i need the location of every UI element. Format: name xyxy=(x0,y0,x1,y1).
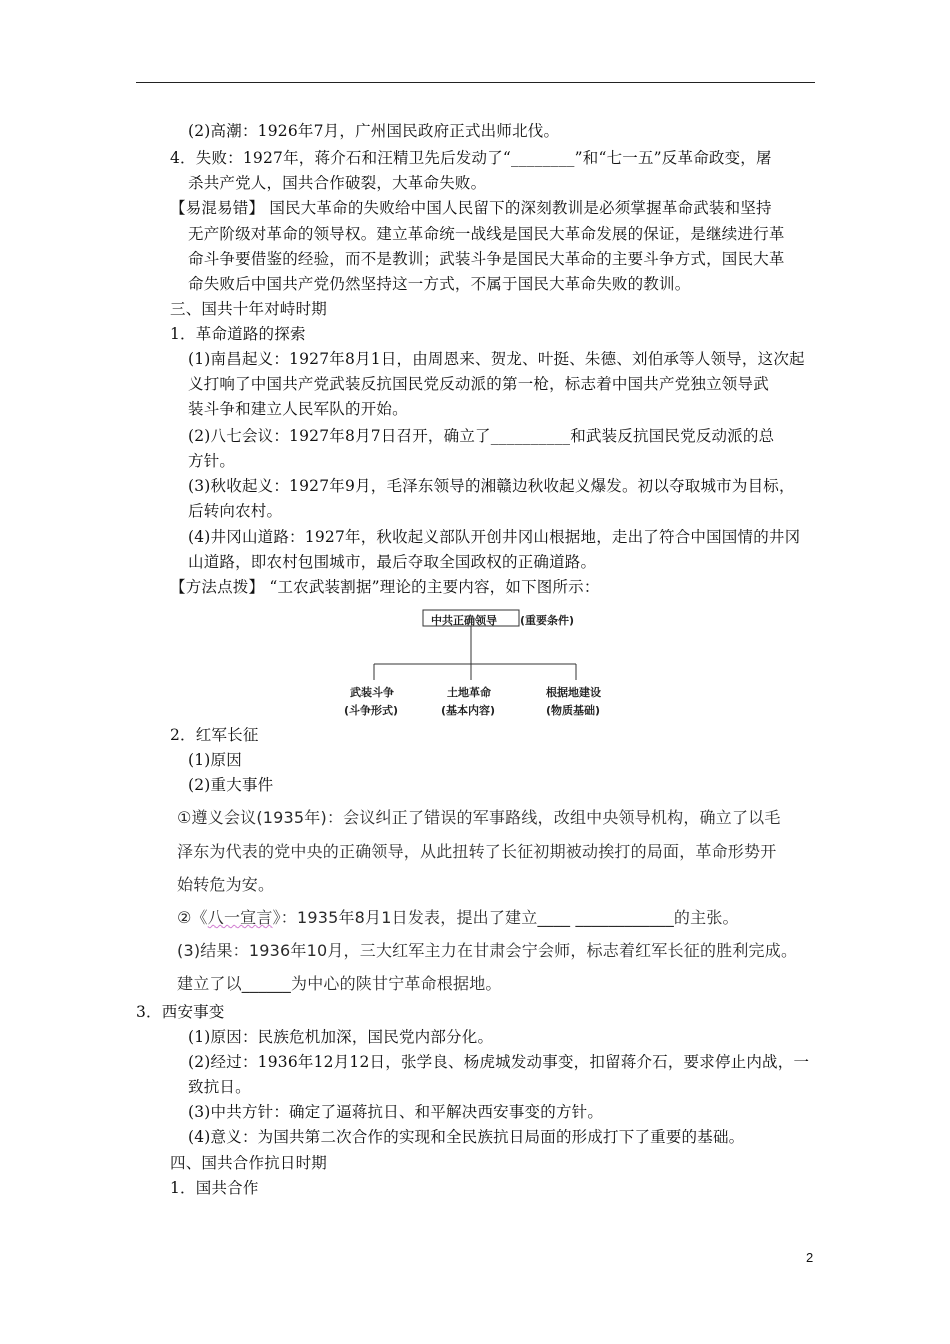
text-line: 命斗争要借鉴的经验，而不是教训；武装斗争是国民大革命的主要斗争方式，国民大革 xyxy=(188,250,785,268)
text-line: (1)南昌起义：1927年8月1日，由周恩来、贺龙、叶挺、朱德、刘伯承等人领导，这次起 xyxy=(188,350,805,368)
text-line: (3)结果：1936年10月，三大红军主力在甘肃会宁会师，标志着红军长征的胜利完成。 xyxy=(177,941,798,960)
text-line: 【易混易错】 国民大革命的失败给中国人民留下的深刻教训是必须掌握革命武装和坚持 xyxy=(170,199,772,217)
text-line: (2)重大事件 xyxy=(188,776,274,794)
text-line: 山道路，即农村包围城市，最后夺取全国政权的正确道路。 xyxy=(188,553,597,571)
text-line: 后转向农村。 xyxy=(188,502,283,520)
text-line xyxy=(177,908,739,928)
text-line: (4)井冈山道路：1927年，秋收起义部队开创井冈山根据地，走出了符合中国国情的井冈 xyxy=(188,528,801,546)
diagram-top-note: (重要条件) xyxy=(520,614,575,627)
text-line: 杀共产党人，国共合作破裂，大革命失败。 xyxy=(188,174,487,192)
text-fragment: ②《 xyxy=(177,908,208,927)
text-line: (1)原因：民族危机加深，国民党内部分化。 xyxy=(188,1028,494,1046)
text-line: (4)意义：为国共第二次合作的实现和全民族抗日局面的形成打下了重要的基础。 xyxy=(188,1128,745,1146)
text-fragment: 八一宣言 xyxy=(207,908,273,927)
diagram-branch-name: 武装斗争 xyxy=(350,686,394,699)
text-line: (2)八七会议：1927年8月7日召开，确立了__________和武装反抗国民党反动派的总 xyxy=(188,427,775,445)
text-line: (3)秋收起义：1927年9月，毛泽东领导的湘赣边秋收起义爆发。初以夺取城市为目标， xyxy=(188,477,795,495)
text-line: 命失败后中国共产党仍然坚持这一方式，不属于国民大革命失败的教训。 xyxy=(188,275,691,293)
text-line: 义打响了中国共产党武装反抗国民党反动派的第一枪，标志着中国共产党独立领导武 xyxy=(188,375,769,393)
header-rule xyxy=(136,82,815,83)
diagram-branch-note: (基本内容) xyxy=(441,704,496,717)
section-heading: 三、国共十年对峙时期 xyxy=(170,300,328,318)
text-line: ①遵义会议(1935年)：会议纠正了错误的军事路线，改组中央领导机构，确立了以毛 xyxy=(177,808,781,827)
text-line: 装斗争和建立人民军队的开始。 xyxy=(188,400,408,418)
text-line: 4．失败：1927年，蒋介石和汪精卫先后发动了“________”和“七一五”反革命政变，屠 xyxy=(170,149,772,167)
text-line: (2)高潮：1926年7月，广州国民政府正式出师北伐。 xyxy=(188,122,560,140)
subsection-heading: 1．国共合作 xyxy=(170,1179,259,1197)
text-line: 【方法点拨】 “工农武装割据”理论的主要内容，如下图所示： xyxy=(170,578,600,596)
page-number: 2 xyxy=(806,1250,814,1265)
subsection-heading: 3．西安事变 xyxy=(136,1003,225,1021)
subsection-heading: 1．革命道路的探索 xyxy=(170,325,306,343)
diagram-branch-note: (物质基础) xyxy=(546,704,601,717)
section-heading: 四、国共合作抗日时期 xyxy=(170,1154,328,1172)
text-line: 始转危为安。 xyxy=(177,875,275,894)
subsection-heading: 2．红军长征 xyxy=(170,726,259,744)
diagram-branch-name: 土地革命 xyxy=(447,686,491,699)
text-line: 致抗日。 xyxy=(188,1078,251,1096)
text-line: (3)中共方针：确定了逼蒋抗日、和平解决西安事变的方针。 xyxy=(188,1103,604,1121)
text-fragment: 》：1935年8月1日发表，提出了建立____ ____________的主张。 xyxy=(272,908,739,927)
text-line: 建立了以______为中心的陕甘宁革命根据地。 xyxy=(177,974,502,993)
diagram-branch-name: 根据地建设 xyxy=(546,686,601,699)
text-line: (2)经过：1936年12月12日，张学良、杨虎城发动事变，扣留蒋介石，要求停止内战，一 xyxy=(188,1053,810,1071)
theory-diagram xyxy=(320,604,650,722)
diagram-top-box: 中共正确领导 xyxy=(431,614,497,627)
text-line: 泽东为代表的党中央的正确领导，从此扭转了长征初期被动挨打的局面，革命形势开 xyxy=(177,842,777,861)
text-line: 无产阶级对革命的领导权。建立革命统一战线是国民大革命发展的保证，是继续进行革 xyxy=(188,225,785,243)
diagram-branch-note: (斗争形式) xyxy=(344,704,399,717)
text-line: 方针。 xyxy=(188,452,236,470)
text-line: (1)原因 xyxy=(188,751,242,769)
